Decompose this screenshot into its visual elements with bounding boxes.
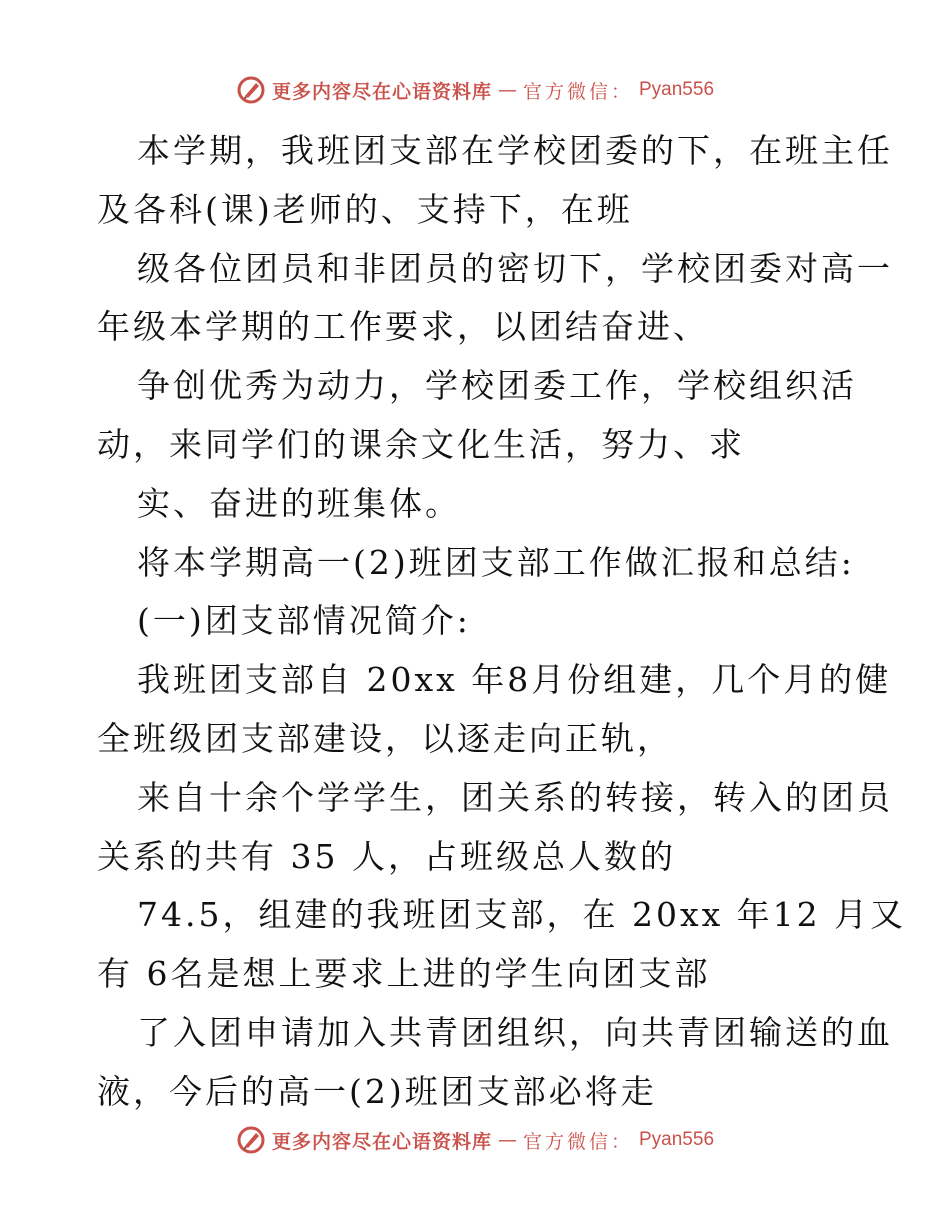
document-body [97, 122, 907, 1122]
text-line: 有 6名是想上要求上进的学生向团支部 [97, 954, 711, 994]
text-line: 争创优秀为动力，学校团委工作，学校组织活 [137, 366, 857, 406]
pen-logo-icon [236, 75, 266, 105]
watermark-account: Pyan556 [639, 79, 715, 100]
text-line: 74.5，组建的我班团支部，在 20xx 年12 月又 [137, 895, 907, 935]
footer-watermark [0, 1120, 950, 1160]
pen-logo-icon [236, 1125, 266, 1155]
text-line: 年级本学期的工作要求，以团结奋进、 [97, 307, 709, 347]
text-line: 实、奋进的班集体。 [137, 483, 461, 523]
header-watermark [0, 70, 950, 110]
text-line: 及各科(课)老师的、支持下，在班 [97, 189, 633, 229]
text-line: 了入团申请加入共青团组织，向共青团输送的血 [137, 1012, 893, 1052]
text-line: 本学期，我班团支部在学校团委的下，在班主任 [137, 131, 893, 170]
text-line: 液，今后的高一(2)班团支部必将走 [97, 1071, 657, 1111]
watermark-account: Pyan556 [639, 1129, 715, 1150]
text-line: 将本学期高一(2)班团支部工作做汇报和总结: [137, 542, 855, 582]
text-line: 关系的共有 35 人，占班级总人数的 [97, 836, 676, 876]
text-line: 来自十余个学学生，团关系的转接，转入的团员 [137, 777, 893, 817]
text-line: (一)团支部情况简介: [137, 601, 471, 641]
watermark-dash: — [497, 1129, 517, 1151]
watermark-site-name: 更多内容尽在心语资料库 [271, 1130, 492, 1153]
text-line: 我班团支部自 20xx 年8月份组建，几个月的健 [137, 660, 892, 700]
text-line: 全班级团支部建设，以逐走向正轨， [97, 718, 673, 758]
watermark-label: 官方微信： [522, 80, 633, 103]
text-line: 动，来同学们的课余文化生活，努力、求 [97, 424, 745, 464]
text-line: 级各位团员和非团员的密切下，学校团委对高一 [137, 248, 893, 288]
watermark-site-name: 更多内容尽在心语资料库 [271, 80, 492, 103]
watermark-label: 官方微信： [522, 1130, 633, 1153]
watermark-dash: — [497, 79, 517, 101]
